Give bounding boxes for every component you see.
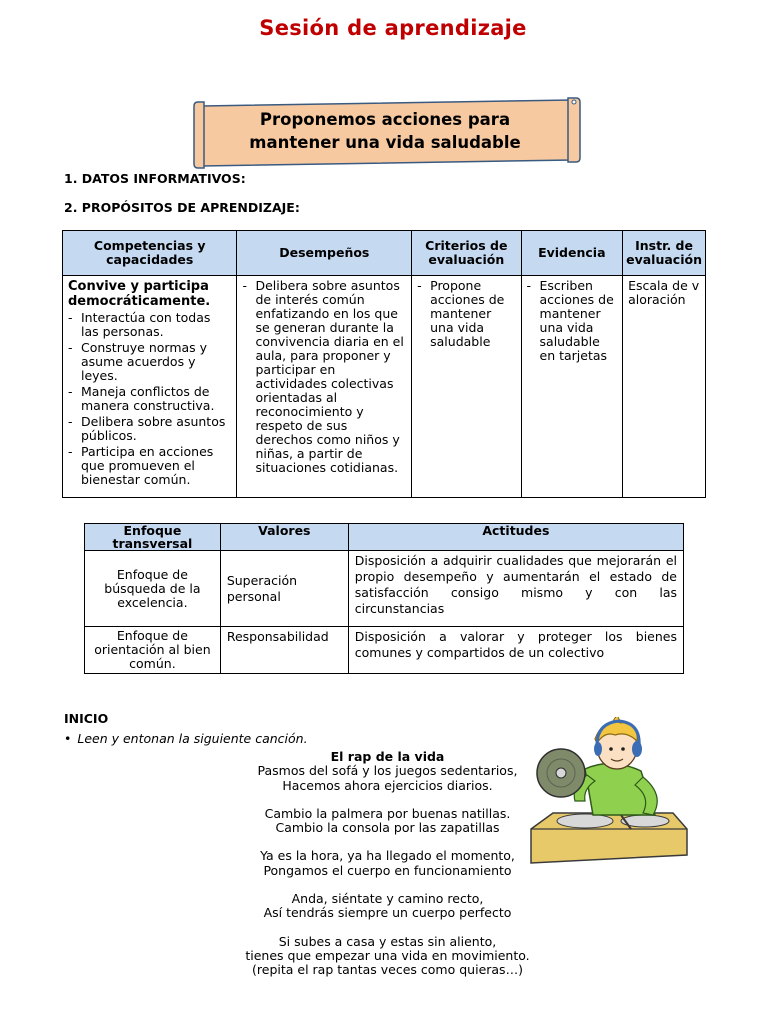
bullet-icon: • [64, 731, 72, 746]
table-row [85, 551, 684, 627]
header-valores: Valores [220, 524, 348, 551]
song-line: Cambio la consola por las zapatillas [275, 820, 500, 836]
criterio-cell [412, 276, 521, 498]
song-line: Pasmos del sofá y los juegos sedentarios, [257, 763, 518, 779]
table-header-row [63, 231, 706, 276]
list-item: - Maneja conflictos de manera constructiva. [68, 385, 231, 413]
banner-title [204, 108, 566, 154]
song-line: (repita el rap tantas veces como quieras…) [252, 962, 523, 978]
competencias-cell [63, 276, 237, 498]
song-line: tienes que empezar una vida en movimiento. [245, 947, 530, 963]
enfoque-cell: Enfoque de búsqueda de la excelencia. [85, 551, 221, 627]
song-line: Cambio la palmera por buenas natillas. [264, 805, 511, 821]
valor-cell: Responsabilidad [220, 627, 348, 674]
capacidades-list [68, 311, 231, 487]
criterio-text: - Propone acciones de mantener una vida saludable [417, 279, 515, 349]
header-competencias: Competencias y capacidades [63, 231, 237, 276]
page-title: Sesión de aprendizaje [259, 16, 527, 40]
inicio-instruction [64, 731, 308, 746]
learning-purpose-table [62, 230, 706, 498]
header-criterios: Criterios de evaluación [412, 231, 521, 276]
valor-cell: Superación personal [220, 551, 348, 627]
competencia-title: Convive y participa democráticamente. [68, 279, 211, 309]
instrumento-cell [623, 276, 706, 498]
inicio-heading: INICIO [64, 711, 109, 726]
list-item: - Participa en acciones que promueven el bienestar común. [68, 445, 231, 487]
banner-line-2: mantener una vida saludable [249, 133, 521, 152]
song-line: Así tendrás siempre un cuerpo perfecto [263, 905, 512, 921]
song-stanza [240, 935, 535, 978]
enfoques-table [84, 523, 684, 674]
song-stanza [240, 892, 535, 921]
instruction-text: Leen y entonan la siguiente canción. [77, 731, 308, 746]
list-item: - Construye normas y asume acuerdos y leyes. [68, 341, 231, 383]
dj-illustration-icon [523, 717, 689, 867]
enfoque-cell: Enfoque de orientación al bien común. [85, 627, 221, 674]
list-item: - Delibera sobre asuntos públicos. [68, 415, 231, 443]
song-line: Anda, siéntate y camino recto, [291, 891, 484, 907]
actitud-cell: Disposición a adquirir cualidades que mejorarán el propio desempeño y aumentarán el estado de satisfacción consigo mismo y con las circunstancias [348, 551, 683, 627]
song-line: Hacemos ahora ejercicios diarios. [282, 777, 493, 793]
table-row [63, 276, 706, 498]
section-datos-informativos: 1. DATOS INFORMATIVOS: [64, 171, 246, 186]
table-row [85, 627, 684, 674]
section-propositos: 2. PROPÓSITOS DE APRENDIZAJE: [64, 200, 300, 215]
header-enfoque: Enfoque transversal [85, 524, 221, 551]
song-stanza [240, 807, 535, 836]
song-line: Ya es la hora, ya ha llegado el momento, [260, 848, 515, 864]
dj-boy-illustration [523, 717, 689, 871]
list-item: - Interactúa con todas las personas. [68, 311, 231, 339]
evidencia-text: - Escriben acciones de mantener una vida saludable en tarjetas [527, 279, 618, 363]
banner-line-1: Proponemos acciones para [259, 110, 511, 129]
evidencia-cell [521, 276, 623, 498]
instrumento-text: Escala de valoración [628, 278, 700, 307]
header-actitudes: Actitudes [348, 524, 683, 551]
header-desempenos: Desempeños [237, 231, 412, 276]
desempeno-cell [237, 276, 412, 498]
desempeno-text: - Delibera sobre asuntos de interés común enfatizando en los que se generan durante la convivencia diaria en el aula, para proponer y participar en actividades colectivas orientadas al reconocimiento y respeto de sus derechos como niños y niñas, a partir de situaciones cotidianas. [242, 279, 406, 475]
header-instrumento: Instr. de evaluación [623, 231, 706, 276]
song-lyrics [240, 750, 535, 992]
song-title: El rap de la vida [330, 749, 445, 764]
song-stanza [240, 849, 535, 878]
song-stanza [240, 764, 535, 793]
song-line: Pongamos el cuerpo en funcionamiento [263, 862, 512, 878]
song-line: Si subes a casa y estas sin aliento, [278, 933, 497, 949]
title-scroll-banner [190, 96, 582, 170]
header-evidencia: Evidencia [521, 231, 623, 276]
actitud-cell: Disposición a valorar y proteger los bienes comunes y compartidos de un colectivo [348, 627, 683, 674]
table-header-row [85, 524, 684, 551]
